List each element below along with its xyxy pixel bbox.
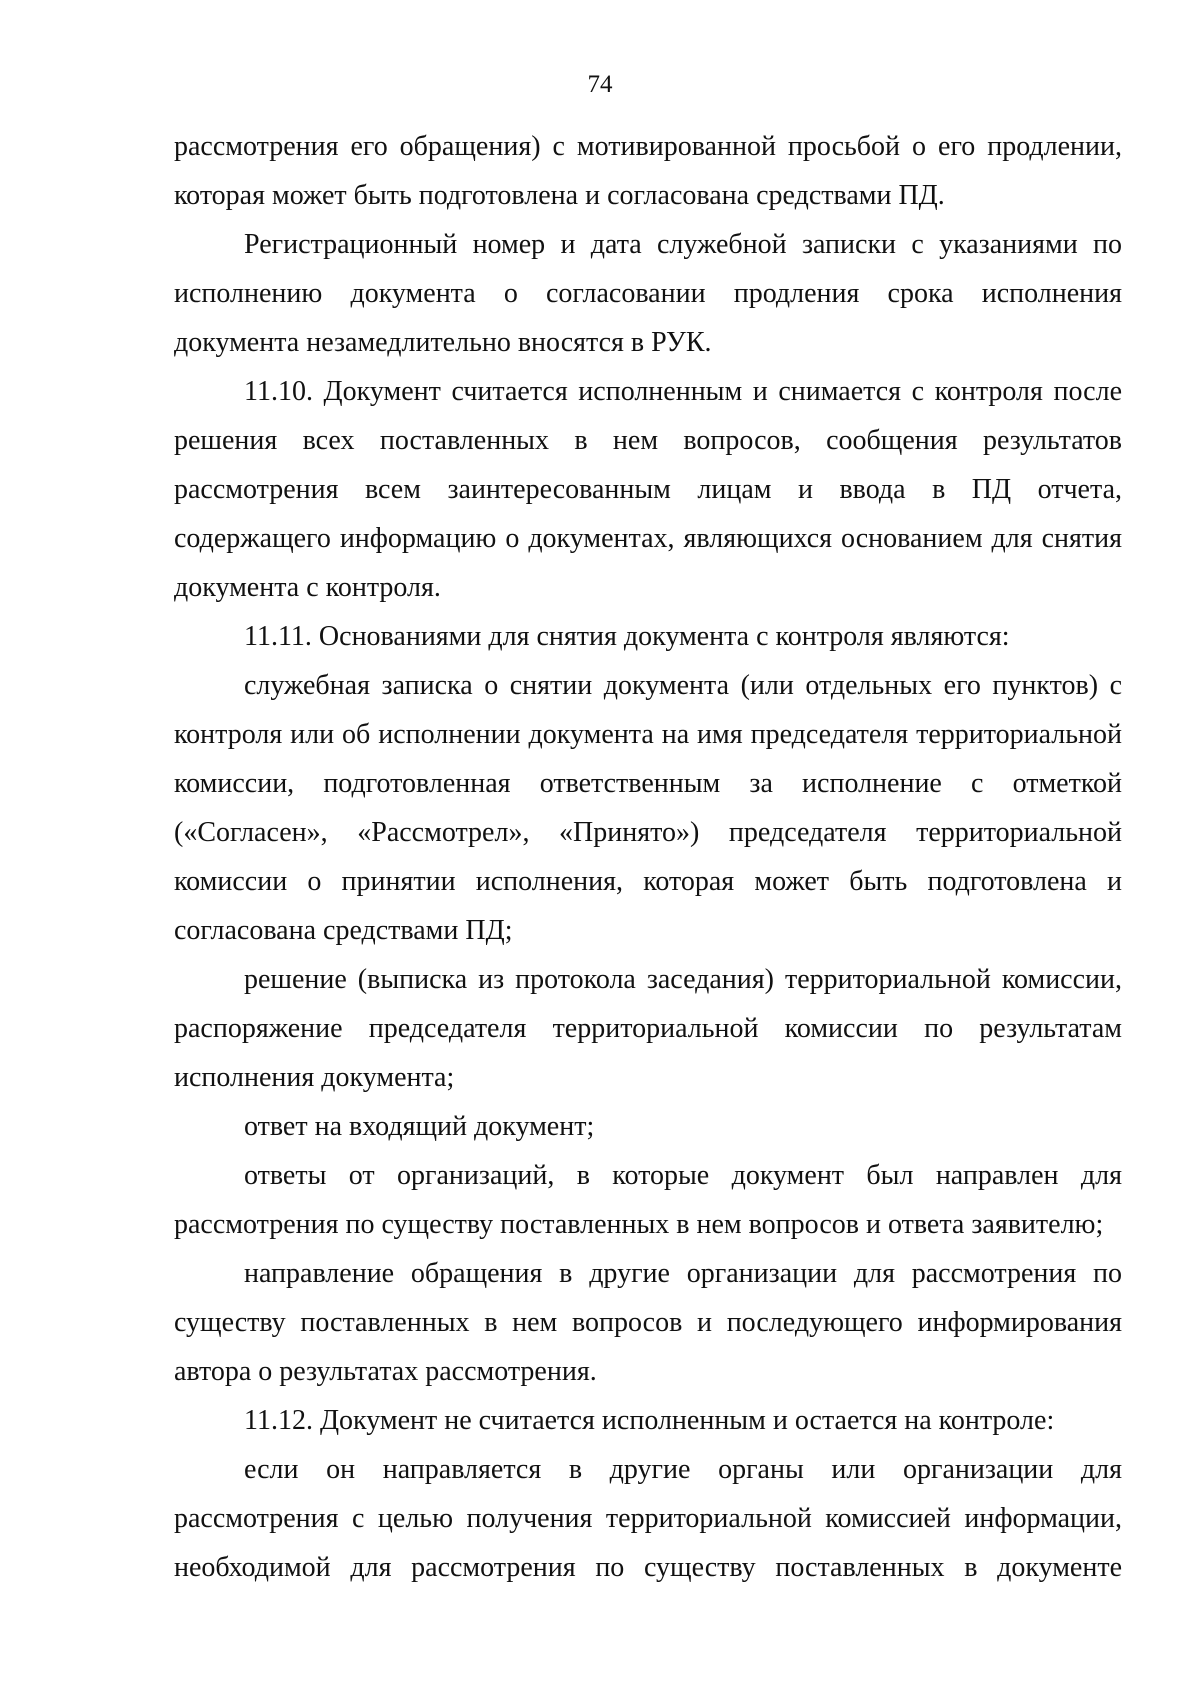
paragraph: Регистрационный номер и дата служебной записки с указаниями по исполнению документа о согласовании продления срока исполнения документа незамедлительно вносятся в РУК. xyxy=(174,229,1122,358)
body-text xyxy=(174,122,1122,1592)
paragraph: 11.10. Документ считается исполненным и снимается с контроля после решения всех поставленных в нем вопросов, сообщения результатов рассмотрения всем заинтересованным лицам и ввода в ПД отчета, содержащего информацию о документах, являющихся основанием для снятия документа с контроля. xyxy=(174,376,1122,603)
paragraph: ответы от организаций, в которые документ был направлен для рассмотрения по существу поставленных в нем вопросов и ответа заявителю; xyxy=(174,1160,1122,1240)
paragraph: ответ на входящий документ; xyxy=(244,1111,595,1142)
paragraph: решение (выписка из протокола заседания) территориальной комиссии, распоряжение председателя территориальной комиссии по результатам исполнения документа; xyxy=(174,964,1122,1093)
paragraph: служебная записка о снятии документа (или отдельных его пунктов) с контроля или об исполнении документа на имя председателя территориальной комиссии, подготовленная ответственным за исполнение с отметкой («Согласен», «Рассмотрел», «Принято») председателя территориальной комиссии о принятии исполнения, которая может быть подготовлена и согласована средствами ПД; xyxy=(174,670,1122,946)
paragraph: направление обращения в другие организации для рассмотрения по существу поставленных в нем вопросов и последующего информирования автора о результатах рассмотрения. xyxy=(174,1258,1122,1387)
page-number: 74 xyxy=(587,71,613,98)
paragraph: если он направляется в другие органы или организации для рассмотрения с целью получения территориальной комиссией информации, необходимой для рассмотрения по существу поставленных в документе xyxy=(174,1454,1122,1583)
paragraph: рассмотрения его обращения) с мотивированной просьбой о его продлении, которая может быть подготовлена и согласована средствами ПД. xyxy=(174,131,1122,211)
paragraph: 11.12. Документ не считается исполненным и остается на контроле: xyxy=(244,1405,1055,1436)
paragraph: 11.11. Основаниями для снятия документа с контроля являются: xyxy=(244,621,1010,652)
